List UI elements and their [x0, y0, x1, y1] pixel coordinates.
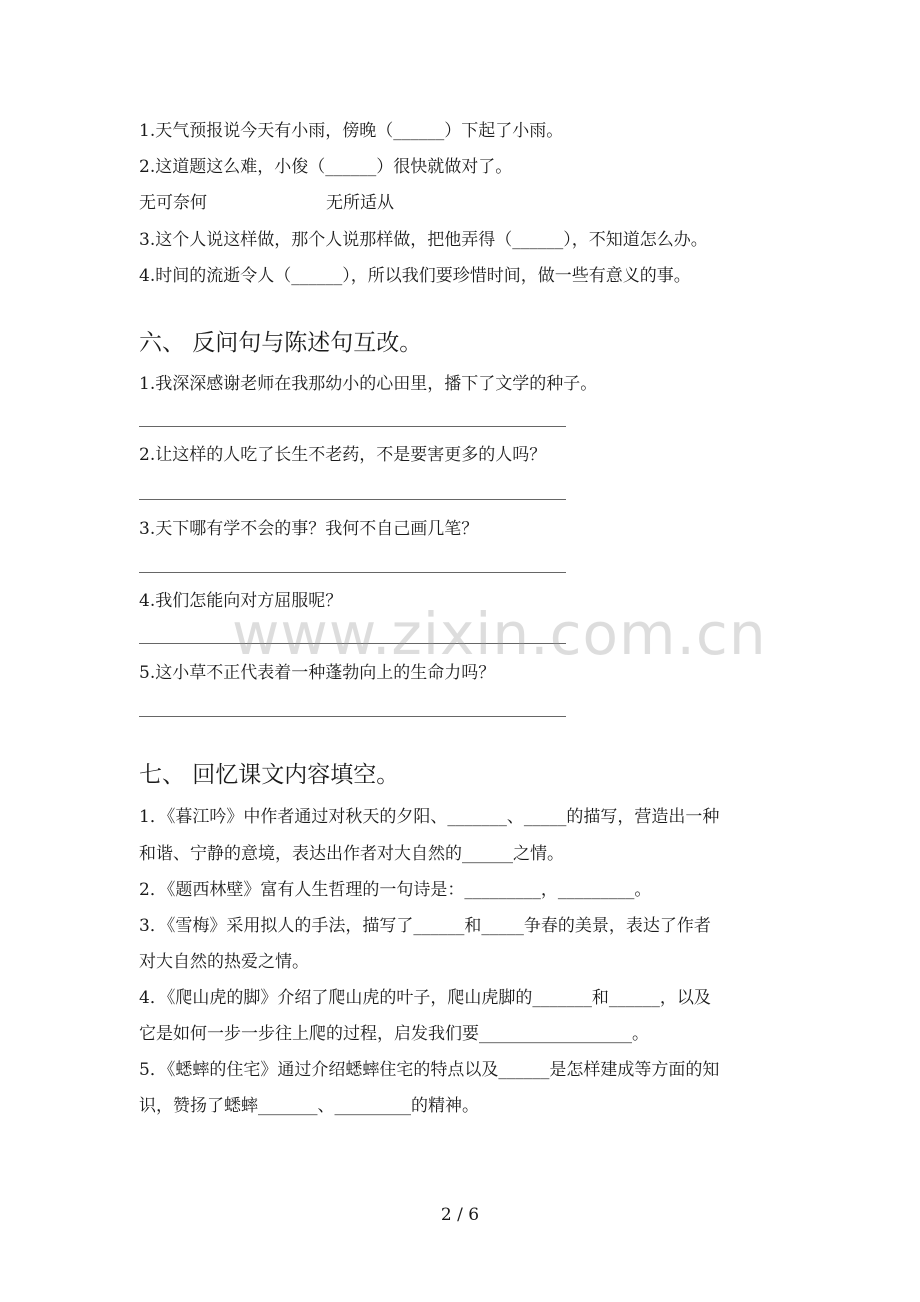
rewrite-item-1: 1.我深深感谢老师在我那幼小的心田里，播下了文学的种子。 [139, 374, 598, 394]
section-7-heading: 七、 回忆课文内容填空。 [139, 762, 400, 788]
section-6-heading: 六、 反问句与陈述句互改。 [139, 330, 423, 356]
word-option-a: 无可奈何 [139, 193, 207, 213]
question-1: 1.天气预报说今天有小雨，傍晚（______）下起了小雨。 [139, 121, 564, 141]
question-2: 2.这道题这么难，小俊（______）很快就做对了。 [139, 157, 513, 177]
rewrite-item-3: 3.天下哪有学不会的事？我何不自己画几笔？ [139, 519, 479, 539]
answer-line-5 [139, 716, 566, 717]
rewrite-item-2: 2.让这样的人吃了长生不老药，不是要害更多的人吗？ [139, 445, 547, 465]
recall-line-5: 对大自然的热爱之情。 [139, 952, 309, 972]
answer-line-2 [139, 499, 566, 500]
recall-line-1: 1．《暮江吟》中作者通过对秋天的夕阳、_______、_____的描写，营造出一种 [139, 807, 720, 827]
answer-line-3 [139, 572, 566, 573]
recall-line-4: 3．《雪梅》采用拟人的手法，描写了______和_____争春的美景，表达了作者 [139, 916, 711, 936]
word-option-b: 无所适从 [326, 193, 394, 213]
recall-line-3: 2．《题西林壁》富有人生哲理的一句诗是：_________，_________。 [139, 880, 652, 900]
recall-line-7: 它是如何一步一步往上爬的过程，启发我们要__________________。 [139, 1024, 649, 1044]
question-3: 3.这个人说这样做，那个人说那样做，把他弄得（______），不知道怎么办。 [139, 230, 708, 250]
rewrite-item-5: 5.这小草不正代表着一种蓬勃向上的生命力吗？ [139, 663, 496, 683]
question-4: 4.时间的流逝令人（______），所以我们要珍惜时间，做一些有意义的事。 [139, 266, 691, 286]
watermark: www.zixin.com.cn [232, 600, 767, 668]
page-number: 2 / 6 [440, 1205, 480, 1225]
recall-line-6: 4．《爬山虎的脚》介绍了爬山虎的叶子，爬山虎脚的_______和______，以及 [139, 988, 711, 1008]
recall-line-8: 5．《蟋蟀的住宅》通过介绍蟋蟀住宅的特点以及______是怎样建成等方面的知 [139, 1060, 720, 1080]
rewrite-item-4: 4.我们怎能向对方屈服呢？ [139, 591, 343, 611]
recall-line-9: 识，赞扬了蟋蟀_______、_________的精神。 [139, 1096, 479, 1116]
answer-line-1 [139, 426, 566, 427]
recall-line-2: 和谐、宁静的意境，表达出作者对大自然的______之情。 [139, 844, 564, 864]
